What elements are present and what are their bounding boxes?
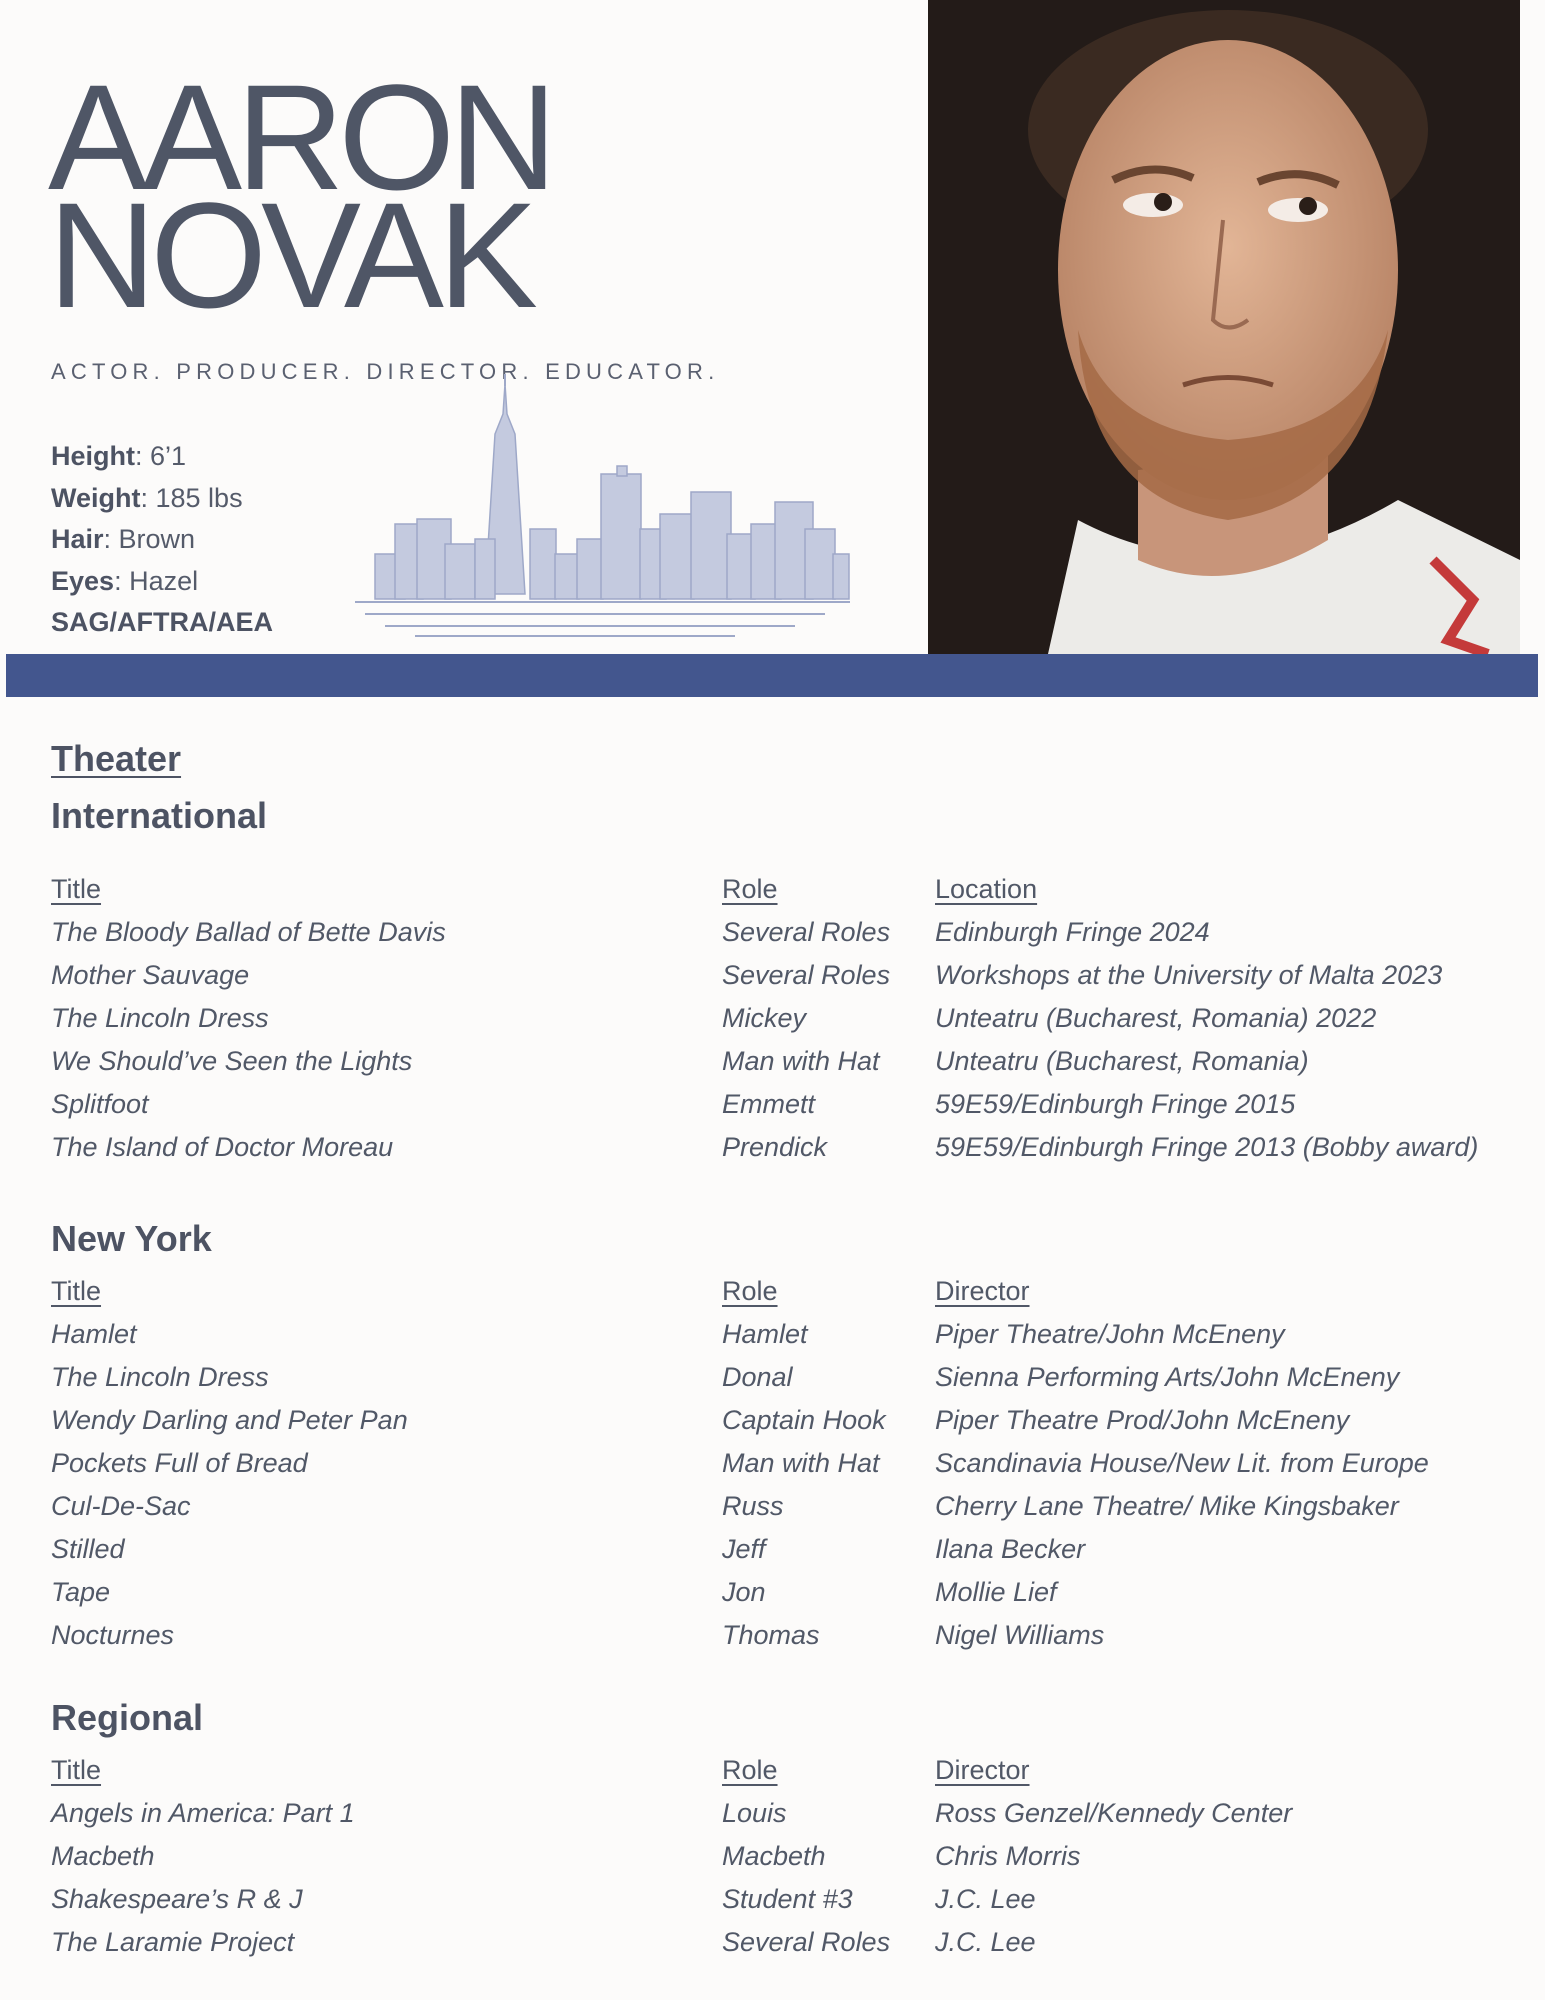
stat-weight: Weight: 185 lbs bbox=[51, 482, 243, 513]
stat-hair: Hair: Brown bbox=[51, 524, 196, 554]
headshot-photo bbox=[928, 0, 1520, 654]
table-row: Shakespeare’s R & J Student #3 J.C. Lee bbox=[51, 1884, 1036, 1914]
table-row: We Should’ve Seen the Lights Man with Hat Unteatru (Bucharest, Romania) bbox=[51, 1046, 1309, 1076]
headshot-illustration bbox=[928, 0, 1520, 654]
table-row: The Lincoln Dress Mickey Unteatru (Bucharest, Romania) 2022 bbox=[51, 1003, 1377, 1033]
table-row: Hamlet Hamlet Piper Theatre/John McEneny bbox=[51, 1319, 1285, 1349]
international-heading: International bbox=[51, 795, 268, 836]
city-skyline-illustration bbox=[355, 374, 850, 654]
column-title: Title bbox=[51, 1755, 102, 1785]
table-row: Cul-De-Sac Russ Cherry Lane Theatre/ Mike Kingsbaker bbox=[51, 1491, 1399, 1521]
table-header bbox=[51, 1276, 1501, 1319]
new-york-heading: New York bbox=[51, 1218, 212, 1259]
column-title: Title bbox=[51, 1276, 102, 1306]
new-york-credits-table bbox=[51, 1276, 1501, 1663]
table-row: Splitfoot Emmett 59E59/Edinburgh Fringe 2015 bbox=[51, 1089, 1296, 1119]
table-header bbox=[51, 1755, 1501, 1798]
header-divider-band bbox=[6, 654, 1538, 697]
stat-union: SAG/AFTRA/AEA bbox=[51, 607, 273, 637]
first-name: AARON bbox=[48, 53, 552, 221]
column-title: Title bbox=[51, 874, 102, 904]
actor-name bbox=[48, 53, 552, 339]
table-row: The Bloody Ballad of Bette Davis Several Roles Edinburgh Fringe 2024 bbox=[51, 917, 1210, 947]
table-row: Tape Jon Mollie Lief bbox=[51, 1577, 1057, 1607]
column-director: Director bbox=[935, 1755, 1030, 1785]
table-row: The Laramie Project Several Roles J.C. Lee bbox=[51, 1927, 1036, 1957]
physical-stats bbox=[51, 436, 273, 644]
table-row: Nocturnes Thomas Nigel Williams bbox=[51, 1620, 1105, 1650]
stat-eyes: Eyes: Hazel bbox=[51, 565, 199, 596]
table-row: Macbeth Macbeth Chris Morris bbox=[51, 1841, 1081, 1871]
table-header bbox=[51, 874, 1501, 917]
table-row: Wendy Darling and Peter Pan Captain Hook Piper Theatre Prod/John McEneny bbox=[51, 1405, 1350, 1435]
regional-credits-table bbox=[51, 1755, 1501, 1970]
column-role: Role bbox=[722, 1276, 778, 1306]
table-row: Stilled Jeff Ilana Becker bbox=[51, 1534, 1086, 1564]
column-role: Role bbox=[722, 1755, 778, 1785]
section-theater-heading: Theater bbox=[51, 738, 182, 779]
table-row: Mother Sauvage Several Roles Workshops at the University of Malta 2023 bbox=[51, 960, 1443, 990]
column-location: Location bbox=[935, 874, 1038, 904]
table-row: Pockets Full of Bread Man with Hat Scandinavia House/New Lit. from Europe bbox=[51, 1448, 1429, 1478]
column-director: Director bbox=[935, 1276, 1030, 1306]
table-row: The Island of Doctor Moreau Prendick 59E59/Edinburgh Fringe 2013 (Bobby award) bbox=[51, 1132, 1479, 1162]
table-row: Angels in America: Part 1 Louis Ross Genzel/Kennedy Center bbox=[51, 1798, 1293, 1828]
table-row: The Lincoln Dress Donal Sienna Performing Arts/John McEneny bbox=[51, 1362, 1400, 1392]
international-credits-table bbox=[51, 874, 1501, 1175]
stat-height: Height: 6’1 bbox=[51, 441, 187, 471]
tagline: ACTOR. PRODUCER. DIRECTOR. EDUCATOR. bbox=[51, 359, 720, 384]
column-role: Role bbox=[722, 874, 778, 904]
last-name: NOVAK bbox=[48, 171, 533, 339]
regional-heading: Regional bbox=[51, 1697, 204, 1738]
